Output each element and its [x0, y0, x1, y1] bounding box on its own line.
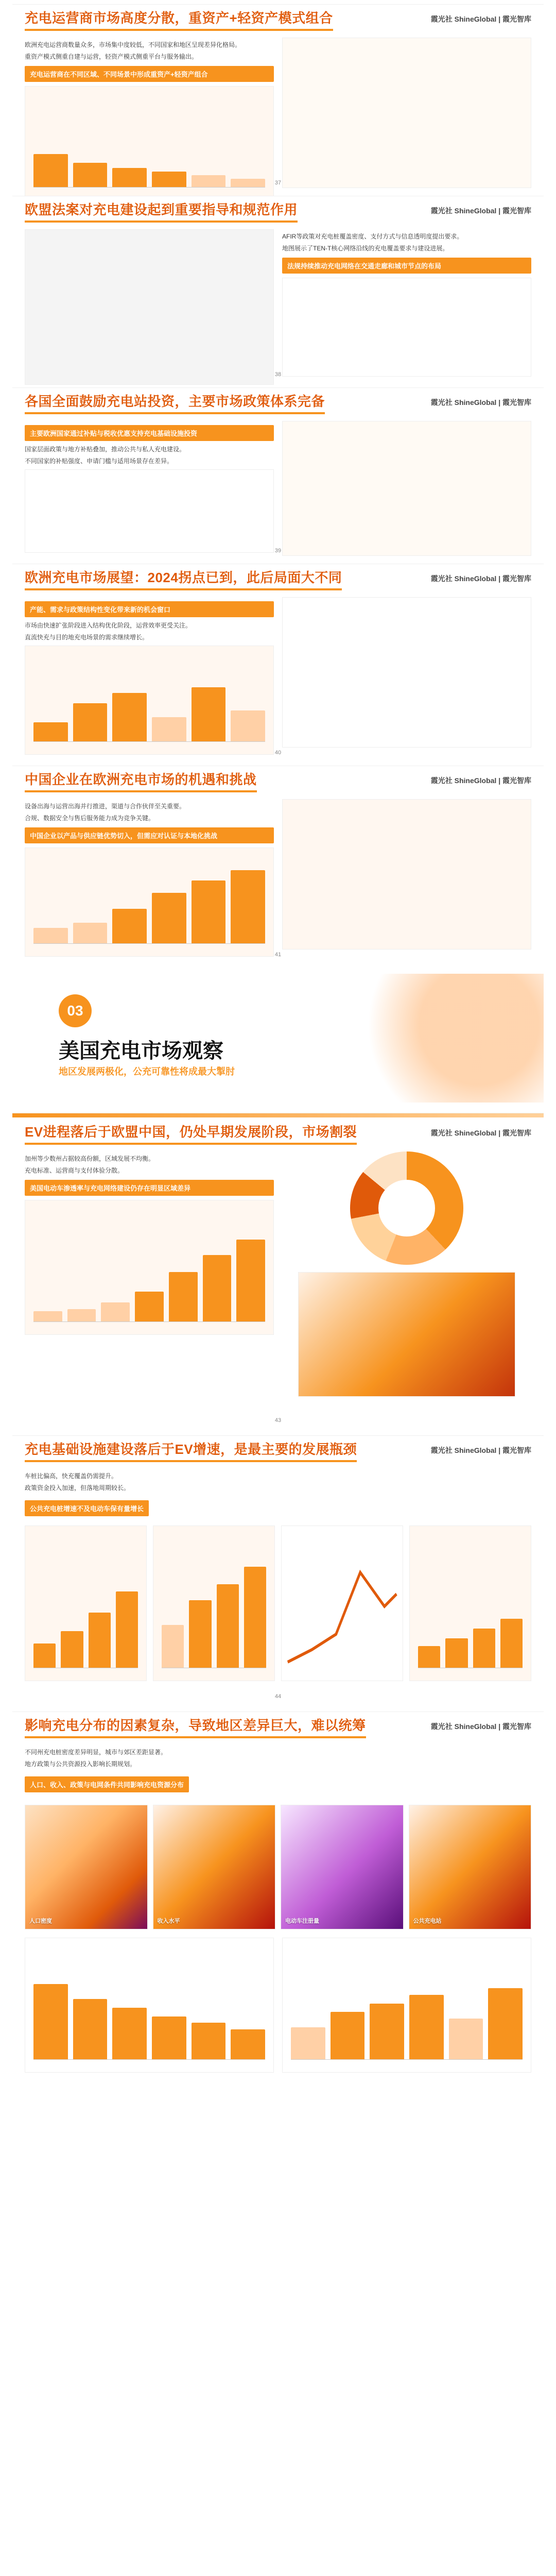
bar [33, 1643, 56, 1668]
text-column [282, 229, 531, 385]
slide-header [12, 388, 544, 417]
heatmap [281, 1805, 404, 1929]
bullet: 欧洲充电运营商数量众多，市场集中度较低，不同国家和地区呈现差异化格局。 [25, 41, 241, 48]
slide-title: 影响充电分布的因素复杂，导致地区差异巨大，难以统筹 [25, 1715, 366, 1738]
section-number: 03 [59, 994, 92, 1027]
bar [445, 1638, 467, 1668]
brand: 霞光社 ShineGlobal | 霞光智库 [430, 1129, 531, 1137]
slide-5 [12, 766, 544, 962]
x-axis [291, 2059, 523, 2060]
slide-title: 充电运营商市场高度分散，重资产+轻资产模式组合 [25, 8, 333, 31]
x-axis [33, 741, 265, 742]
bar [33, 928, 68, 944]
bar [73, 923, 108, 944]
callout: 公共充电桩增速不及电动车保有量增长 [25, 1500, 149, 1516]
brand: 霞光社 ShineGlobal | 霞光智库 [430, 1722, 531, 1731]
x-axis [33, 943, 265, 944]
bar [192, 2023, 226, 2059]
heatmap [153, 1805, 276, 1929]
bar-group [33, 654, 265, 742]
heatmap-label: 人口密度 [29, 1918, 52, 1924]
x-axis [33, 1321, 265, 1322]
chart-card [409, 1526, 531, 1681]
bar [231, 2029, 265, 2060]
brand: 霞光社 ShineGlobal | 霞光智库 [430, 398, 531, 406]
bullet: 直流快充与目的地充电场景的需求继续增长。 [25, 634, 149, 641]
chart-card [153, 1526, 275, 1681]
slide-header [12, 1118, 544, 1147]
bullet: 地方政策与公共资源投入影响长期规划。 [25, 1760, 136, 1768]
page-number: 41 [274, 952, 282, 958]
bar-group [162, 1545, 266, 1668]
bullet: 充电标准、运营商与支付体验分散。 [25, 1167, 124, 1175]
bullet: 政策资金投入加速，但落地周期较长。 [25, 1484, 130, 1492]
brand: 霞光社 ShineGlobal | 霞光智库 [430, 776, 531, 785]
bar [112, 168, 147, 187]
section-cover [12, 974, 544, 1103]
callout: 主要欧洲国家通过补贴与税收优惠支持充电基础设施投资 [25, 425, 274, 441]
growth-chart [282, 799, 531, 950]
table-column [282, 38, 531, 200]
slide-header [12, 1712, 544, 1741]
heatmap-label: 收入水平 [157, 1918, 180, 1924]
lower-charts [12, 1934, 544, 2077]
slide-body [12, 1147, 544, 1401]
slide-body [12, 795, 544, 961]
bar [112, 693, 147, 742]
bar [67, 1309, 96, 1322]
slide-header [12, 196, 544, 225]
chart-area [25, 848, 274, 957]
bullet: 设备出海与运营出海并行推进，渠道与合作伙伴至关重要。 [25, 803, 186, 810]
bar [73, 703, 108, 742]
slide-title: EV进程落后于欧盟中国，仍处早期发展阶段，市场割裂 [25, 1122, 357, 1145]
heatmap-label: 公共充电站 [413, 1918, 442, 1924]
bar [217, 1584, 239, 1668]
stats-panel [282, 597, 531, 748]
page-number: 44 [274, 1693, 282, 1700]
callout: 法规持续推动充电网络在交通走廊和城市节点的布局 [282, 258, 531, 274]
x-axis [33, 2059, 265, 2060]
bullet: 地图展示了TEN-T核心网络沿线的充电覆盖要求与建设进展。 [282, 245, 449, 252]
brand: 霞光社 ShineGlobal | 霞光智库 [430, 574, 531, 583]
cover-decoration [327, 974, 544, 1103]
bar [418, 1646, 440, 1668]
bar [409, 1995, 444, 2060]
heatmap-grid [12, 1801, 544, 1934]
bar [169, 1272, 198, 1322]
slide-title: 中国企业在欧洲充电市场的机遇和挑战 [25, 769, 257, 792]
bar-group [33, 1214, 265, 1322]
line-chart [281, 1526, 403, 1681]
slide-header [12, 5, 544, 33]
bar-chart [25, 1938, 274, 2073]
text-column [25, 1151, 274, 1397]
bar-group [291, 1952, 523, 2060]
bar [473, 1629, 495, 1668]
policy-diagram [25, 469, 274, 553]
slide-body [12, 225, 544, 389]
bullet: 合规、数据安全与售后服务能力成为竞争关键。 [25, 815, 155, 822]
slide-top-strip [12, 1113, 544, 1117]
brand: 霞光社 ShineGlobal | 霞光智库 [430, 207, 531, 215]
callout: 美国电动车渗透率与充电网络建设仍存在明显区域差异 [25, 1180, 274, 1196]
bar [192, 175, 226, 188]
donut-chart [350, 1151, 463, 1265]
slide-title: 欧盟法案对充电建设起到重要指导和规范作用 [25, 199, 298, 223]
page-number: 40 [274, 750, 282, 756]
bar [61, 1631, 83, 1668]
bar [203, 1255, 232, 1322]
bullet: 市场由快速扩张阶段进入结构优化阶段，运营效率更受关注。 [25, 622, 192, 629]
bar [73, 163, 108, 188]
slide-7 [12, 1435, 544, 1704]
bullet: AFIR等政策对充电桩覆盖密度、支付方式与信息透明度提出要求。 [282, 233, 463, 240]
bullet: 重资产模式侧重自建与运营，轻资产模式侧重平台与服务输出。 [25, 53, 198, 61]
bar [33, 1984, 68, 2060]
slide-body [12, 1465, 544, 1685]
slide-header [12, 1436, 544, 1465]
bar [192, 880, 226, 943]
bar [101, 1302, 130, 1322]
bar [236, 1240, 265, 1322]
page-number: 38 [274, 371, 282, 378]
bar [331, 2012, 365, 2059]
bar [73, 1999, 108, 2060]
bar [152, 172, 186, 188]
page-number: 37 [274, 180, 282, 186]
slide-2 [12, 196, 544, 382]
bar [33, 154, 68, 188]
slide-8 [12, 1711, 544, 2576]
slide-header [12, 766, 544, 795]
slide-title: 欧洲充电市场展望：2024拐点已到，此后局面大不同 [25, 567, 342, 590]
slide-6 [12, 1113, 544, 1428]
bar [152, 717, 186, 742]
page-number: 39 [274, 548, 282, 554]
bar [231, 179, 265, 188]
bar [152, 2016, 186, 2060]
visual-column [282, 1151, 531, 1397]
bar [33, 1311, 62, 1322]
callout: 中国企业以产品与供应链优势切入，但需应对认证与本地化挑战 [25, 827, 274, 843]
us-map [298, 1272, 515, 1397]
bullet: 加州等少数州占据较高份额，区域发展不均衡。 [25, 1155, 155, 1162]
slide-4 [12, 564, 544, 760]
slide-body [12, 593, 544, 759]
bar [231, 870, 265, 944]
section-subtitle: 地区发展两极化，公充可靠性将成最大掣肘 [59, 1066, 235, 1077]
map [25, 229, 274, 385]
callout: 产能、需求与政策结构性变化带来新的机会窗口 [25, 601, 274, 617]
text-column [25, 799, 274, 957]
slide-body [12, 417, 544, 560]
brand: 霞光社 ShineGlobal | 霞光智库 [430, 1446, 531, 1454]
page-number: 43 [274, 1417, 282, 1423]
bullet: 车桩比偏高，快充覆盖仍需提升。 [25, 1472, 118, 1480]
bar-group [33, 1952, 265, 2060]
slide-body [12, 33, 544, 205]
bar [231, 710, 265, 742]
callout: 充电运营商在不同区域、不同场景中形成重资产+轻资产组合 [25, 66, 274, 82]
bar [192, 687, 226, 741]
text-column [25, 421, 274, 556]
trend-line [288, 1572, 397, 1662]
bar [244, 1567, 266, 1668]
bar [112, 2008, 147, 2060]
bar-group [33, 100, 265, 188]
bar-group [418, 1545, 523, 1668]
bar-group [33, 856, 265, 944]
bar [291, 2027, 325, 2060]
bullet: 不同国家的补贴强度、申请门槛与适用场景存在差异。 [25, 457, 173, 465]
bar [89, 1613, 111, 1668]
bullet: 国家层面政策与地方补贴叠加，推动公共与私人充电建设。 [25, 446, 186, 453]
bar [135, 1292, 164, 1322]
section-title: 美国充电市场观察 [59, 1040, 223, 1062]
bar [449, 2019, 483, 2060]
bar [189, 1600, 211, 1668]
text-column [25, 38, 274, 200]
bar-group [33, 1545, 138, 1668]
heatmap-label: 电动车注册量 [285, 1918, 319, 1924]
bar [152, 893, 186, 944]
bar [33, 722, 68, 741]
chart-grid [25, 1526, 531, 1681]
bar [500, 1619, 523, 1668]
slide-body [12, 1741, 544, 1801]
bullet: 不同州充电桩密度差异明显，城市与郊区差距显著。 [25, 1749, 167, 1756]
line-svg [282, 1526, 403, 1681]
table-area [282, 38, 531, 188]
brand: 霞光社 ShineGlobal | 霞光智库 [430, 15, 531, 23]
slide-1 [12, 4, 544, 190]
bar [116, 1591, 138, 1668]
chart-area [25, 646, 274, 755]
callout: 人口、收入、政策与电网条件共同影响充电资源分布 [25, 1776, 189, 1792]
text-column [25, 597, 274, 755]
bar-chart [282, 1938, 531, 2073]
chart-card [25, 1526, 147, 1681]
bar [162, 1625, 184, 1668]
heatmap [25, 1805, 148, 1929]
bar [370, 2004, 404, 2060]
policy-table [282, 421, 531, 556]
chart-area [25, 86, 274, 200]
heatmap [409, 1805, 532, 1929]
slide-3 [12, 387, 544, 558]
slide-title: 各国全面鼓励充电站投资，主要市场政策体系完备 [25, 391, 325, 414]
bar [112, 909, 147, 944]
ev-sales-chart [25, 1200, 274, 1335]
slide-title: 充电基础设施建设落后于EV增速，是最主要的发展瓶颈 [25, 1439, 357, 1462]
bar [488, 1988, 523, 2060]
x-axis [33, 187, 265, 188]
table-area [282, 278, 531, 377]
slide-header [12, 564, 544, 593]
